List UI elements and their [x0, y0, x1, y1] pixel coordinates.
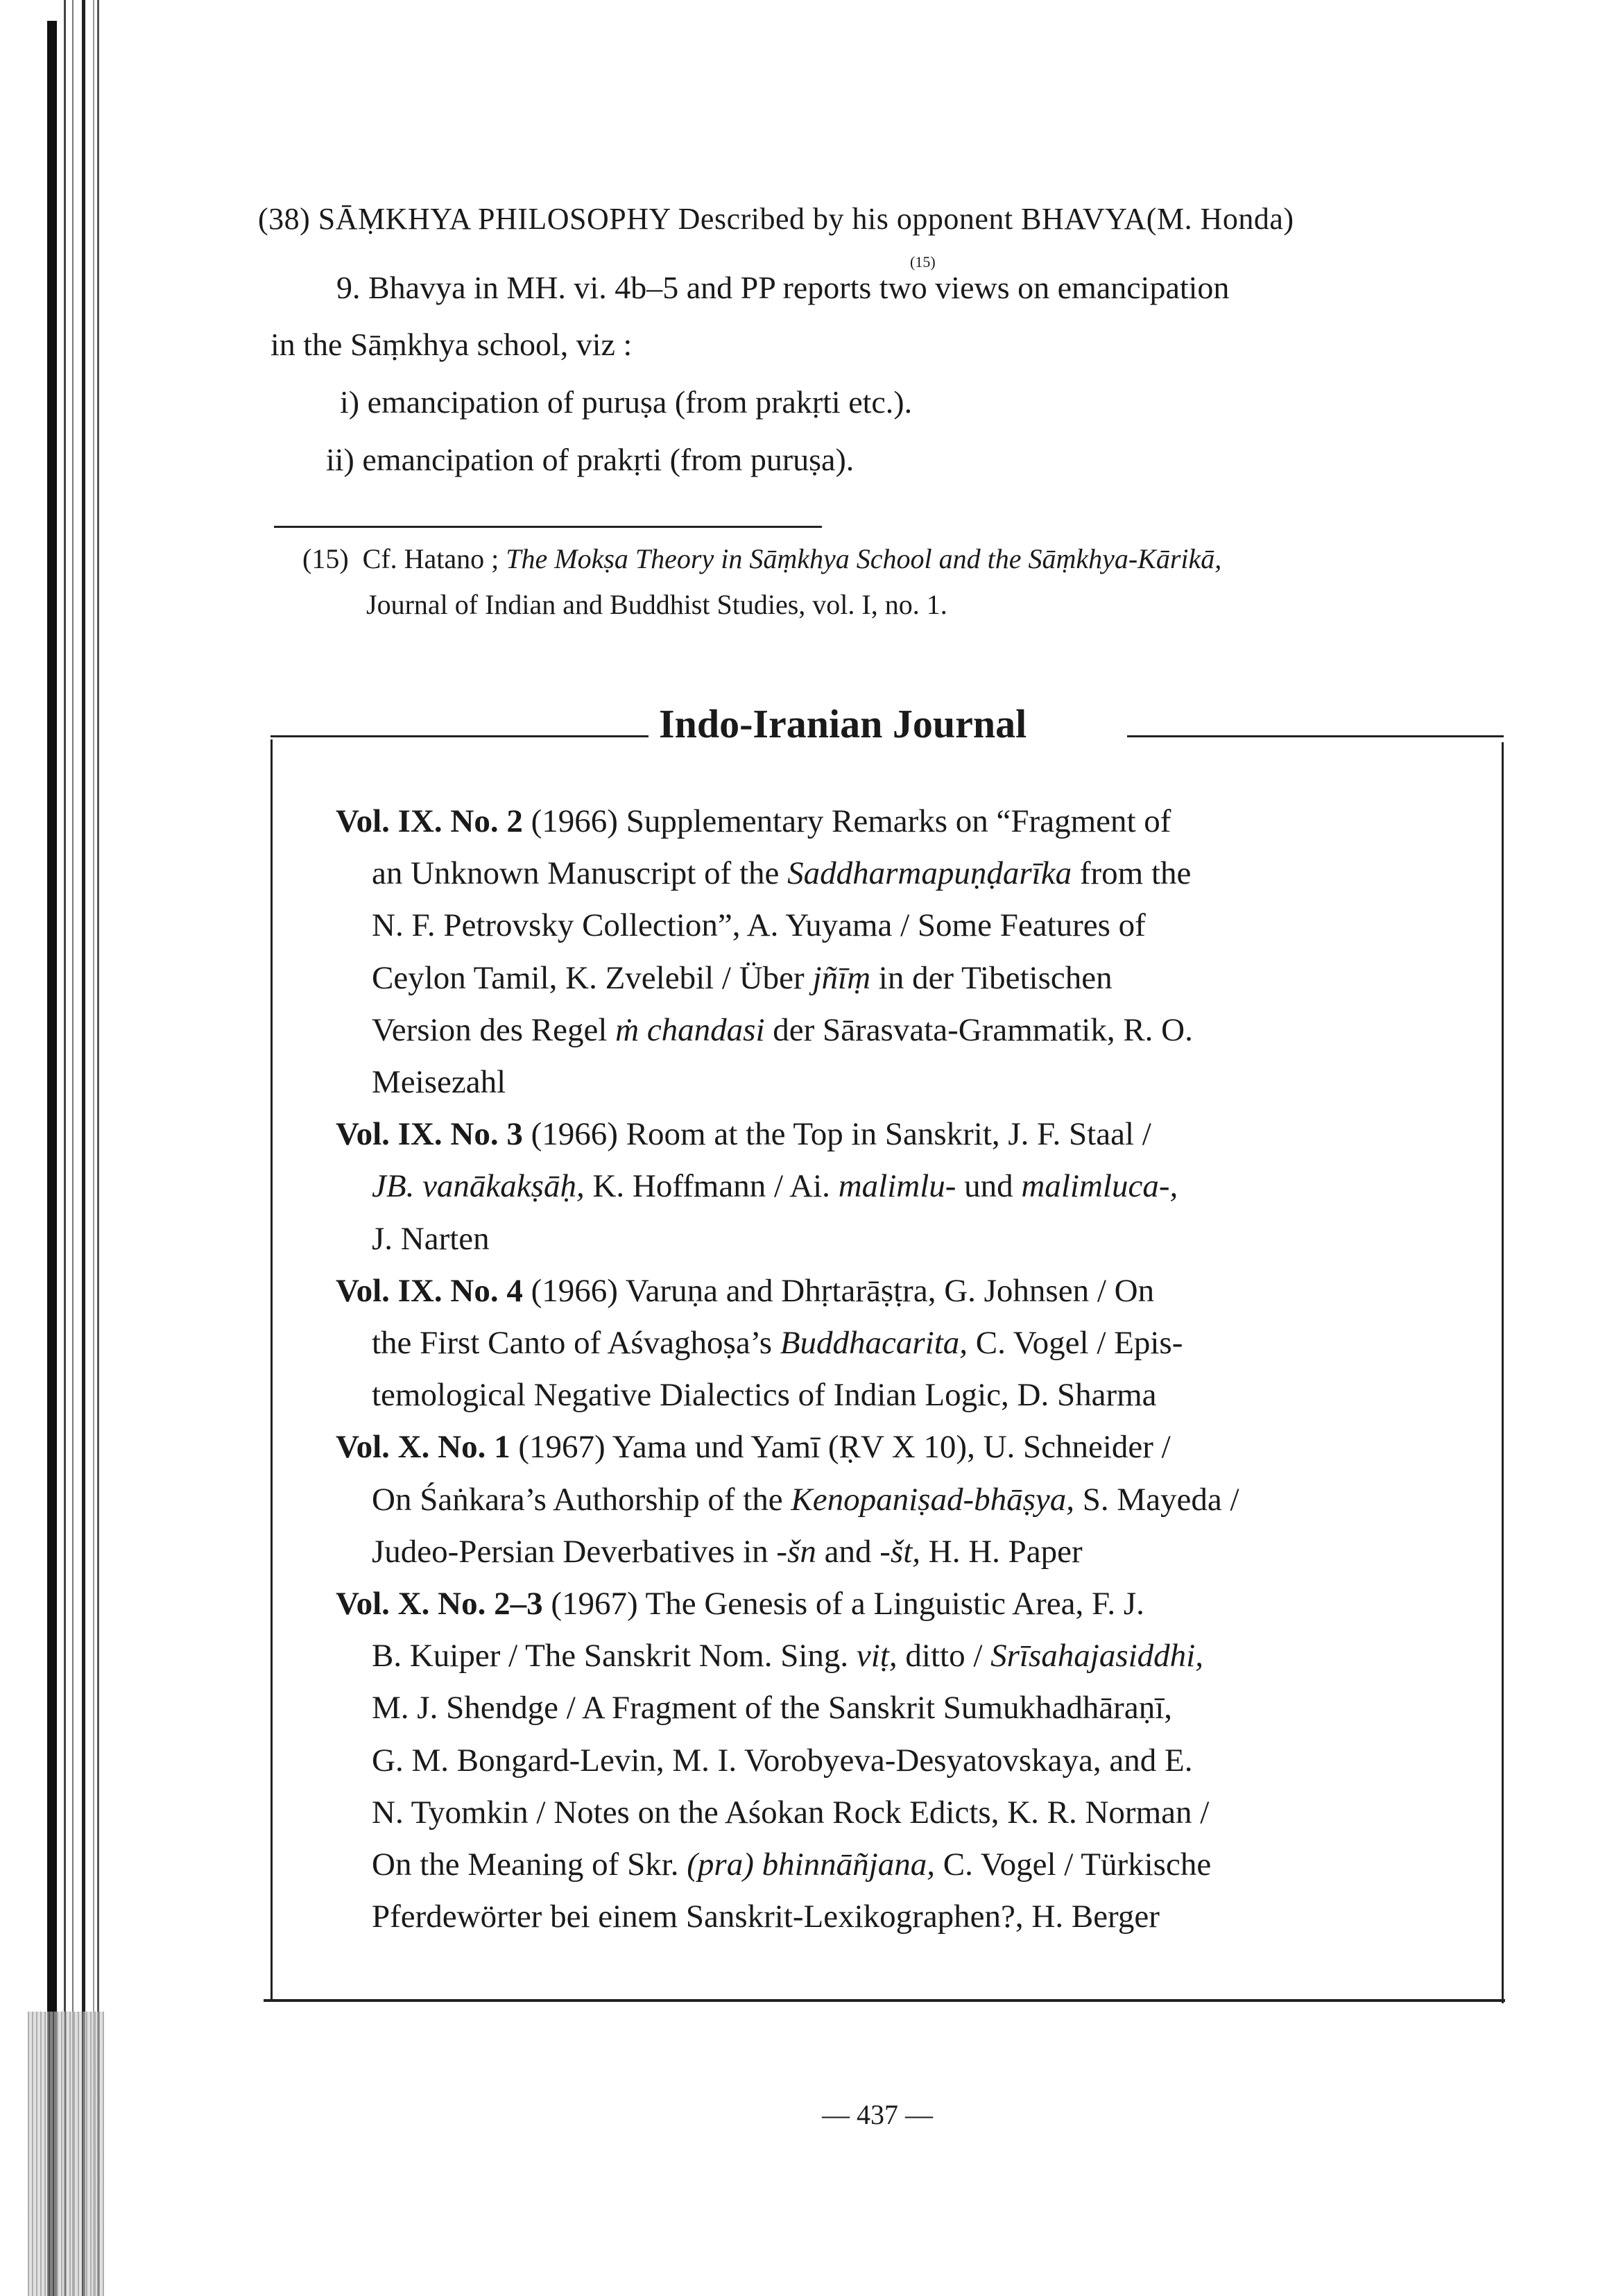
italic-text: malimlu-: [838, 1168, 956, 1204]
list-item-2: ii) emancipation of prakṛti (from puruṣa).: [326, 442, 855, 477]
volume-label: Vol. IX. No. 3: [336, 1116, 523, 1152]
journal-entry-line: [372, 1637, 1203, 1674]
volume-year: (1966): [522, 803, 626, 839]
entry-text: G. M. Bongard-Levin, M. I. Vorobyeva-Desyatovskaya, and E.: [372, 1742, 1193, 1779]
journal-entry-line: [336, 803, 1171, 840]
entry-text: N. Tyomkin / Notes on the Aśokan Rock Edicts, K. R. Norman /: [372, 1794, 1210, 1831]
book-binding-edge: [0, 0, 111, 2296]
entry-text: C. Vogel / Türkische: [935, 1847, 1212, 1883]
entry-text: C. Vogel / Epis-: [968, 1325, 1183, 1361]
journal-entry-line: [372, 1689, 1172, 1727]
footnote-line-2: Journal of Indian and Buddhist Studies, vol. I, no. 1.: [366, 589, 947, 620]
journal-entry-line: [372, 907, 1146, 944]
volume-label: Vol. X. No. 2–3: [336, 1586, 543, 1622]
journal-entry-line: [372, 1063, 506, 1101]
paragraph-line-2: in the Sāṃkhya school, viz :: [270, 327, 633, 362]
entry-text: Judeo-Persian Deverbatives in: [372, 1534, 777, 1570]
entry-text: from the: [1072, 855, 1192, 891]
entry-text: an Unknown Manuscript of the: [372, 855, 788, 891]
entry-text: Yama und Yamī (ṚV X 10), U. Schneider /: [612, 1429, 1171, 1465]
page-number: — 437 —: [822, 2099, 933, 2130]
journal-entry-line: [372, 1220, 490, 1258]
italic-text: Buddhacarita,: [780, 1325, 968, 1361]
journal-entry-line: [336, 1585, 1144, 1622]
journal-entry-line: [372, 1167, 1178, 1205]
journal-entry-line: [336, 1115, 1151, 1153]
footnote-line-1: [302, 542, 1221, 575]
entry-text: Pferdewörter bei einem Sanskrit-Lexikographen?, H. Berger: [372, 1899, 1160, 1935]
italic-text: viṭ,: [856, 1638, 898, 1674]
journal-entry-line: [372, 1794, 1209, 1831]
volume-year: (1966): [522, 1273, 626, 1309]
entry-text: Version des Regel: [372, 1012, 616, 1048]
volume-label: Vol. IX. No. 4: [336, 1273, 523, 1309]
italic-text: Srīsahajasiddhi,: [990, 1638, 1203, 1674]
box-top-rule-right: [1127, 735, 1504, 737]
volume-year: (1967): [542, 1586, 646, 1622]
volume-year: (1966): [522, 1116, 626, 1152]
entry-text: the First Canto of Aśvaghoṣa’s: [372, 1325, 780, 1361]
footnote-rule: [274, 526, 822, 528]
journal-entry-line: [336, 1428, 1171, 1466]
italic-text: ṁ chandasi: [615, 1012, 765, 1048]
entry-text: B. Kuiper / The Sanskrit Nom. Sing.: [372, 1638, 857, 1674]
entry-text: und: [956, 1168, 1022, 1204]
volume-year: (1967): [510, 1429, 612, 1465]
entry-text: J. Narten: [372, 1221, 490, 1257]
entry-text: K. Hoffmann / Ai.: [584, 1168, 839, 1204]
entry-text: der Sārasvata-Grammatik, R. O.: [764, 1012, 1193, 1048]
journal-entry-line: [372, 1533, 1083, 1570]
footnote-lead: Cf. Hatano ;: [362, 543, 506, 574]
journal-entry-line: [372, 959, 1113, 997]
volume-label: Vol. X. No. 1: [336, 1429, 510, 1465]
entry-text: Supplementary Remarks on “Fragment of: [626, 803, 1171, 839]
journal-entry-line: [372, 1898, 1160, 1935]
journal-entry-line: [372, 1011, 1193, 1049]
footnote-title: The Mokṣa Theory in Sāṃkhya School and the Sāṃkhya-Kārikā,: [506, 543, 1222, 574]
entry-text: On the Meaning of Skr.: [372, 1847, 687, 1883]
entry-text: Room at the Top in Sanskrit, J. F. Staal /: [626, 1116, 1151, 1152]
italic-text: jñīṃ: [812, 960, 871, 996]
italic-text: (pra) bhinnāñjana,: [687, 1847, 935, 1883]
italic-text: malimluca-,: [1021, 1168, 1178, 1204]
journal-entry-line: [336, 1272, 1154, 1310]
entry-text: H. H. Paper: [920, 1534, 1083, 1570]
running-head: (38) SĀṂKHYA PHILOSOPHY Described by his opponent BHAVYA(M. Honda): [258, 202, 1294, 236]
box-top-rule-left: [270, 735, 649, 737]
footnote-reference-marker: (15): [910, 253, 936, 271]
entry-text: temological Negative Dialectics of Indian Logic, D. Sharma: [372, 1377, 1157, 1413]
footnote-number: (15): [302, 543, 349, 574]
italic-text: -šn: [776, 1534, 816, 1570]
italic-text: -št,: [879, 1534, 920, 1570]
box-right-rule: [1502, 742, 1504, 2003]
box-left-rule: [270, 739, 273, 2001]
journal-entry-line: [372, 1846, 1211, 1883]
entry-text: M. J. Shendge / A Fragment of the Sanskrit Sumukhadhāraṇī,: [372, 1690, 1173, 1726]
entry-text: The Genesis of a Linguistic Area, F. J.: [645, 1586, 1144, 1622]
entry-text: S. Mayeda /: [1074, 1482, 1239, 1518]
entry-text: Ceylon Tamil, K. Zvelebil / Über: [372, 960, 813, 996]
box-title: Indo-Iranian Journal: [659, 701, 1027, 746]
entry-text: and: [816, 1534, 880, 1570]
journal-entry-line: [372, 1376, 1157, 1414]
paragraph-line-1: 9. Bhavya in MH. vi. 4b–5 and PP reports two views on emancipation: [336, 270, 1230, 305]
box-bottom-rule: [264, 1999, 1505, 2002]
italic-text: Saddharmapuṇḍarīka: [787, 855, 1072, 891]
entry-text: Meisezahl: [372, 1064, 506, 1100]
entry-text: in der Tibetischen: [870, 960, 1113, 996]
entry-text: N. F. Petrovsky Collection”, A. Yuyama / Some Features of: [372, 907, 1146, 943]
entry-text: On Śaṅkara’s Authorship of the: [372, 1482, 791, 1518]
journal-entry-line: [372, 1324, 1183, 1362]
volume-label: Vol. IX. No. 2: [336, 803, 523, 839]
journal-entry-line: [372, 1742, 1192, 1779]
journal-entry-line: [372, 1481, 1239, 1518]
italic-text: Kenopaniṣad-bhāṣya,: [791, 1482, 1075, 1518]
entry-text: Varuṇa and Dhṛtarāṣṭra, G. Johnsen / On: [625, 1273, 1155, 1309]
italic-text: JB. vanākakṣāḥ,: [372, 1168, 585, 1204]
list-item-1: i) emancipation of puruṣa (from prakṛti etc.).: [340, 384, 913, 420]
journal-entry-line: [372, 855, 1191, 892]
entry-text: ditto /: [897, 1638, 991, 1674]
